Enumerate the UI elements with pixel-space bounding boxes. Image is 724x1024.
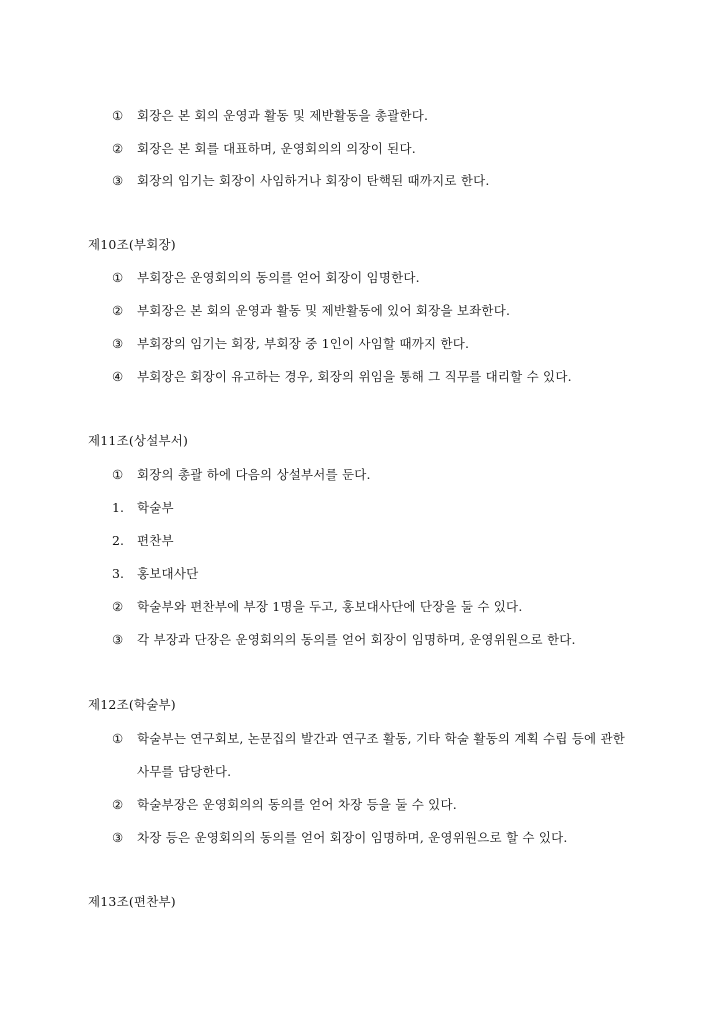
clause-text: 학술부장은 운영회의의 동의를 얻어 차장 등을 둘 수 있다. xyxy=(137,797,457,812)
clause-text: 회장은 본 회의 운영과 활동 및 제반활동을 총괄한다. xyxy=(137,108,429,123)
clause-text: 편찬부 xyxy=(137,533,174,548)
item-marker: ③ xyxy=(112,173,124,188)
article-heading: 제11조(상설부서) xyxy=(88,433,189,448)
article-heading: 제13조(편찬부) xyxy=(88,894,176,909)
clause-text: 홍보대사단 xyxy=(137,566,199,581)
item-marker: ③ xyxy=(112,336,124,351)
item-marker: 2. xyxy=(112,533,124,548)
item-marker: ① xyxy=(112,467,124,482)
item-marker: ③ xyxy=(112,632,124,647)
clause-text: 학술부 xyxy=(137,500,174,515)
clause-text: 차장 등은 운영회의의 동의를 얻어 회장이 임명하며, 운영위원으로 할 수 있다. xyxy=(137,830,568,845)
item-marker: ① xyxy=(112,270,124,285)
item-marker: ③ xyxy=(112,830,124,845)
clause-text-continuation: 사무를 담당한다. xyxy=(137,764,232,779)
clause-text: 회장의 총괄 하에 다음의 상설부서를 둔다. xyxy=(137,467,371,482)
clause-text: 회장의 임기는 회장이 사임하거나 회장이 탄핵된 때까지로 한다. xyxy=(137,173,490,188)
item-marker: ② xyxy=(112,141,124,156)
clause-text: 학술부와 편찬부에 부장 1명을 두고, 홍보대사단에 단장을 둘 수 있다. xyxy=(137,599,523,614)
clause-text: 부회장은 본 회의 운영과 활동 및 제반활동에 있어 회장을 보좌한다. xyxy=(137,303,511,318)
item-marker: 3. xyxy=(112,566,124,581)
item-marker: ② xyxy=(112,303,124,318)
item-marker: ① xyxy=(112,731,124,746)
item-marker: ① xyxy=(112,108,124,123)
clause-text: 부회장은 운영회의의 동의를 얻어 회장이 임명한다. xyxy=(137,270,420,285)
article-heading: 제12조(학술부) xyxy=(88,697,176,712)
clause-text: 회장은 본 회를 대표하며, 운영회의의 의장이 된다. xyxy=(137,141,416,156)
clause-text: 부회장은 회장이 유고하는 경우, 회장의 위임을 통해 그 직무를 대리할 수 있다. xyxy=(137,369,572,384)
item-marker: ② xyxy=(112,599,124,614)
clause-text: 각 부장과 단장은 운영회의의 동의를 얻어 회장이 임명하며, 운영위원으로 한다. xyxy=(137,632,576,647)
clause-text: 부회장의 임기는 회장, 부회장 중 1인이 사임할 때까지 한다. xyxy=(137,336,470,351)
item-marker: ② xyxy=(112,797,124,812)
article-heading: 제10조(부회장) xyxy=(88,237,176,252)
clause-text: 학술부는 연구회보, 논문집의 발간과 연구조 활동, 기타 학술 활동의 계획 수립 등에 관한 xyxy=(137,731,626,746)
item-marker: 1. xyxy=(112,500,124,515)
item-marker: ④ xyxy=(112,369,124,384)
